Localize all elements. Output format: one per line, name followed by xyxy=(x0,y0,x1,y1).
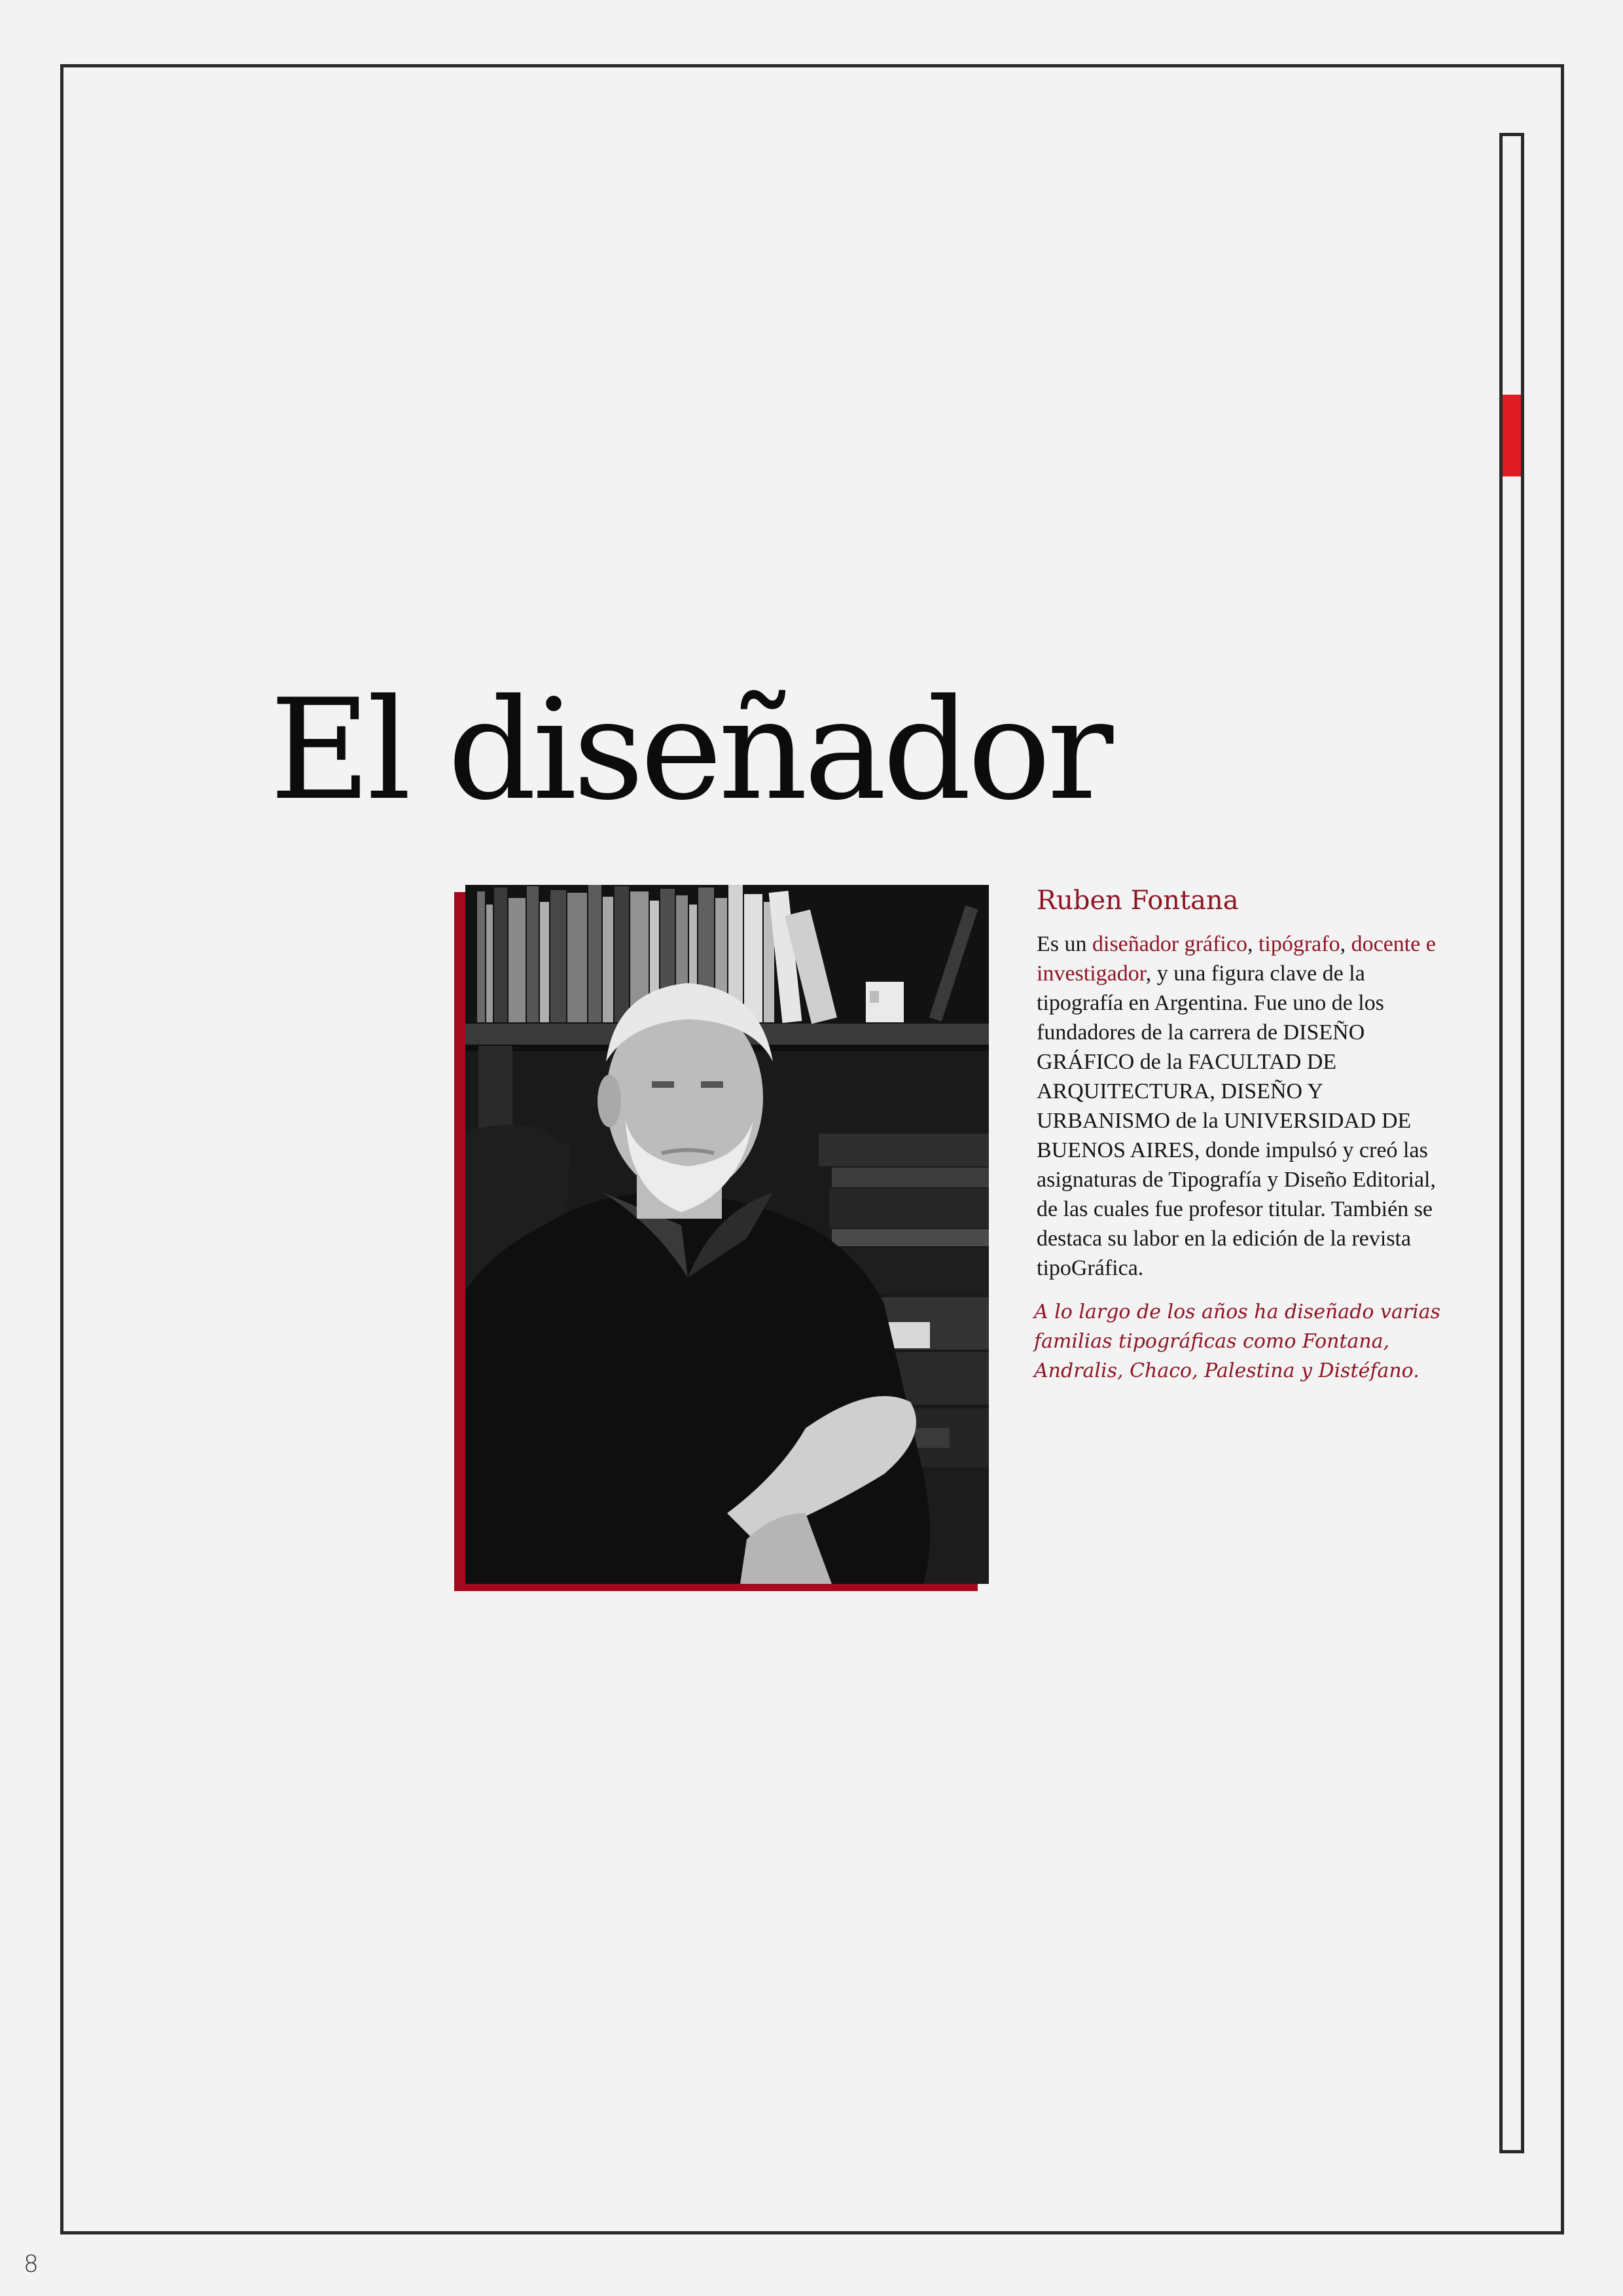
highlight-graphic-designer: diseñador gráfico xyxy=(1092,932,1247,956)
reading-progress-track[interactable] xyxy=(1499,133,1524,2153)
reading-progress-indicator[interactable] xyxy=(1503,395,1521,476)
bio-separator: , xyxy=(1340,932,1351,956)
bio-body xyxy=(1037,929,1442,1283)
page-title: El diseñador xyxy=(270,669,1110,831)
highlight-teacher-researcher: docente e investigador xyxy=(1037,932,1436,986)
highlight-typographer: tipógrafo xyxy=(1258,932,1340,956)
designer-name: Ruben Fontana xyxy=(1037,886,1239,916)
bio-column xyxy=(1034,885,1442,1386)
page-number: 8 xyxy=(24,2251,39,2278)
bio-intro-lead: Es un xyxy=(1037,932,1092,956)
bio-separator: , xyxy=(1247,932,1258,956)
bio-intro-tail: , y una figura clave de la tipografía en Argentina. xyxy=(1037,961,1365,1015)
bio-paragraph: Fue uno de los fundadores de la carrera de DISEÑO GRÁFICO de la FACULTAD DE ARQUITECTURA, DISEÑO Y URBANISMO de la UNIVERSIDAD DE BUENOS AIRES, donde impulsó y creó las asignaturas de Tipografía y Diseño Editorial, de las cuales fue profesor titular. También se destaca su labor en la edición de la revista tipoGráfica. xyxy=(1037,991,1436,1280)
designer-portrait xyxy=(465,885,989,1584)
typefaces-pullquote: A lo largo de los años ha diseñado varias familias tipográficas como Fontana, Andralis, Chaco, Palestina y Distéfano. xyxy=(1034,1300,1441,1382)
